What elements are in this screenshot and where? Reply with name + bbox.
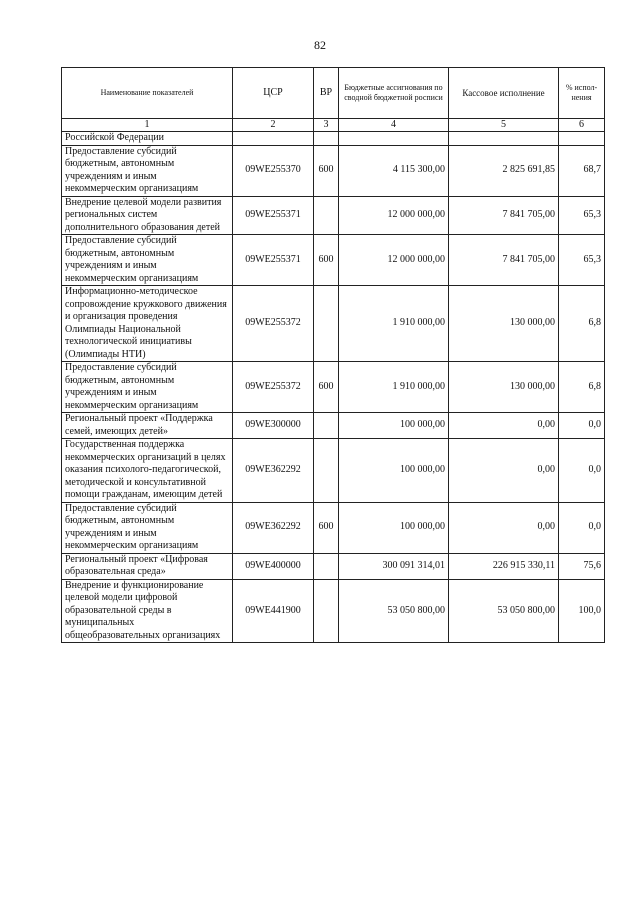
cell-name: Государственная поддержка некоммерческих организаций в целях оказания психолого-педагогической, методической и консультативной помощи гражданам, имеющим детей xyxy=(62,439,233,503)
column-number-row xyxy=(62,119,605,132)
cell-budget: 12 000 000,00 xyxy=(339,235,449,286)
cell-percent: 6,8 xyxy=(559,362,605,413)
table-row xyxy=(62,132,605,146)
header-cash: Кассовое исполнение xyxy=(449,68,559,119)
cell-csr: 09WE255371 xyxy=(233,235,314,286)
cell-budget: 12 000 000,00 xyxy=(339,196,449,235)
cell-cash: 0,00 xyxy=(449,413,559,439)
cell-name: Внедрение и функционирование целевой модели цифровой образовательной среды в муниципальных общеобразовательных организациях xyxy=(62,579,233,643)
cell-csr: 09WE362292 xyxy=(233,439,314,503)
cell-budget: 100 000,00 xyxy=(339,413,449,439)
cell-name: Российской Федерации xyxy=(62,132,233,146)
cell-vr xyxy=(314,286,339,362)
cell-cash: 53 050 800,00 xyxy=(449,579,559,643)
table-row xyxy=(62,502,605,553)
column-number: 4 xyxy=(339,119,449,132)
header-vr: ВР xyxy=(314,68,339,119)
cell-budget: 1 910 000,00 xyxy=(339,362,449,413)
cell-cash: 130 000,00 xyxy=(449,362,559,413)
cell-cash xyxy=(449,132,559,146)
cell-name: Информационно-методическое сопровождение кружкового движения и организация проведения Олимпиады Национальной технологической инициативы (Олимпиады НТИ) xyxy=(62,286,233,362)
cell-percent: 65,3 xyxy=(559,196,605,235)
cell-vr xyxy=(314,132,339,146)
cell-vr xyxy=(314,579,339,643)
cell-vr xyxy=(314,413,339,439)
cell-name: Предоставление субсидий бюджетным, автономным учреждениям и иным некоммерческим организациям xyxy=(62,145,233,196)
cell-percent: 0,0 xyxy=(559,439,605,503)
cell-csr: 09WE255371 xyxy=(233,196,314,235)
cell-name: Предоставление субсидий бюджетным, автономным учреждениям и иным некоммерческим организациям xyxy=(62,502,233,553)
cell-percent: 65,3 xyxy=(559,235,605,286)
cell-csr: 09WE300000 xyxy=(233,413,314,439)
table-row xyxy=(62,439,605,503)
column-number: 5 xyxy=(449,119,559,132)
cell-csr: 09WE255372 xyxy=(233,286,314,362)
cell-budget: 4 115 300,00 xyxy=(339,145,449,196)
table-row xyxy=(62,235,605,286)
column-number: 3 xyxy=(314,119,339,132)
cell-percent xyxy=(559,132,605,146)
cell-csr: 09WE362292 xyxy=(233,502,314,553)
cell-vr xyxy=(314,439,339,503)
cell-percent: 0,0 xyxy=(559,502,605,553)
cell-cash: 7 841 705,00 xyxy=(449,235,559,286)
cell-budget: 300 091 314,01 xyxy=(339,553,449,579)
table-row xyxy=(62,196,605,235)
header-csr: ЦСР xyxy=(233,68,314,119)
cell-csr: 09WE400000 xyxy=(233,553,314,579)
cell-name: Предоставление субсидий бюджетным, автономным учреждениям и иным некоммерческим организациям xyxy=(62,362,233,413)
cell-cash: 2 825 691,85 xyxy=(449,145,559,196)
table-row xyxy=(62,553,605,579)
column-number: 1 xyxy=(62,119,233,132)
cell-cash: 0,00 xyxy=(449,502,559,553)
cell-budget: 100 000,00 xyxy=(339,439,449,503)
cell-percent: 0,0 xyxy=(559,413,605,439)
table-row xyxy=(62,362,605,413)
header-name: Наименование показателей xyxy=(62,68,233,119)
cell-vr: 600 xyxy=(314,235,339,286)
cell-name: Региональный проект «Цифровая образовательная среда» xyxy=(62,553,233,579)
cell-percent: 6,8 xyxy=(559,286,605,362)
cell-name: Внедрение целевой модели развития региональных систем дополнительного образования детей xyxy=(62,196,233,235)
cell-vr: 600 xyxy=(314,502,339,553)
cell-cash: 0,00 xyxy=(449,439,559,503)
cell-budget xyxy=(339,132,449,146)
cell-csr xyxy=(233,132,314,146)
table-header-row xyxy=(62,68,605,119)
table-row xyxy=(62,413,605,439)
cell-vr: 600 xyxy=(314,362,339,413)
cell-budget: 100 000,00 xyxy=(339,502,449,553)
cell-name: Предоставление субсидий бюджетным, автономным учреждениям и иным некоммерческим организациям xyxy=(62,235,233,286)
header-budget: Бюджетные ассигнования по сводной бюджетной росписи xyxy=(339,68,449,119)
header-percent: % испол-нения xyxy=(559,68,605,119)
cell-budget: 1 910 000,00 xyxy=(339,286,449,362)
cell-cash: 7 841 705,00 xyxy=(449,196,559,235)
cell-vr: 600 xyxy=(314,145,339,196)
table-row xyxy=(62,286,605,362)
cell-percent: 75,6 xyxy=(559,553,605,579)
cell-vr xyxy=(314,553,339,579)
cell-cash: 130 000,00 xyxy=(449,286,559,362)
cell-csr: 09WE255370 xyxy=(233,145,314,196)
column-number: 6 xyxy=(559,119,605,132)
cell-cash: 226 915 330,11 xyxy=(449,553,559,579)
cell-vr xyxy=(314,196,339,235)
cell-percent: 68,7 xyxy=(559,145,605,196)
cell-csr: 09WE441900 xyxy=(233,579,314,643)
budget-execution-table xyxy=(61,67,605,643)
page-number: 82 xyxy=(314,38,326,52)
table-row xyxy=(62,145,605,196)
column-number: 2 xyxy=(233,119,314,132)
table-row xyxy=(62,579,605,643)
cell-csr: 09WE255372 xyxy=(233,362,314,413)
cell-name: Региональный проект «Поддержка семей, имеющих детей» xyxy=(62,413,233,439)
cell-budget: 53 050 800,00 xyxy=(339,579,449,643)
cell-percent: 100,0 xyxy=(559,579,605,643)
